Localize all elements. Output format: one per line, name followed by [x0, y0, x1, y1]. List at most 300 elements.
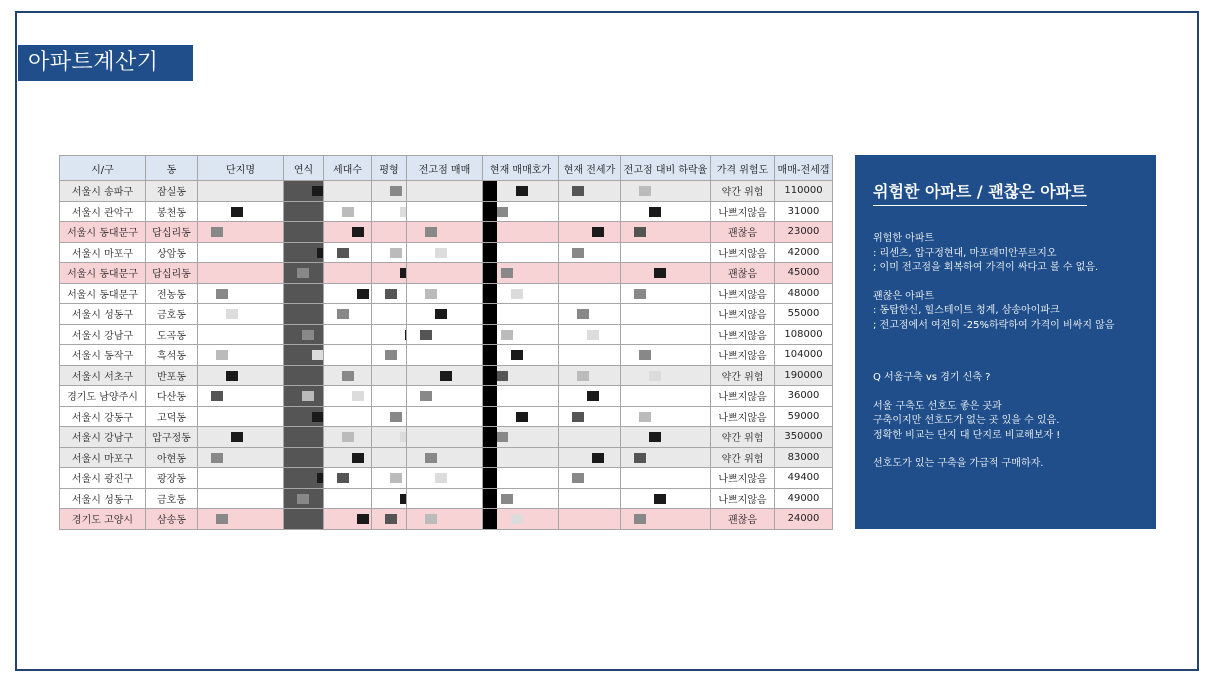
cell-redacted — [559, 222, 621, 243]
cell-redacted — [324, 222, 372, 243]
page-title: 아파트계산기 — [18, 45, 193, 81]
cell-redacted — [198, 406, 284, 427]
cell-redacted — [407, 406, 483, 427]
redaction-block — [226, 309, 238, 319]
redaction-block — [337, 248, 349, 258]
redaction-block — [634, 453, 646, 463]
cell-redacted — [483, 242, 559, 263]
answer-line-2: 구축이지만 선호도가 없는 곳 있을 수 있음. — [873, 415, 1060, 426]
redaction-block — [357, 514, 369, 524]
ok-reason: ; 전고점에서 여전히 -25%하락하여 가격이 비싸지 않음 — [873, 319, 1115, 331]
cell-redacted — [483, 509, 559, 530]
cell-redacted — [407, 468, 483, 489]
redaction-block — [572, 248, 584, 258]
cell-redacted — [621, 181, 711, 202]
cell-redacted — [559, 468, 621, 489]
cell-redacted — [407, 509, 483, 530]
redaction-block — [352, 391, 364, 401]
table-row — [60, 488, 833, 509]
redaction-block — [435, 309, 447, 319]
col-header-dong: 동 — [146, 156, 198, 181]
redaction-block — [231, 207, 243, 217]
cell-redacted — [372, 181, 407, 202]
cell-redacted — [621, 427, 711, 448]
cell-risk: 약간 위험 — [711, 447, 775, 468]
redaction-stripe — [483, 181, 497, 201]
col-header-city: 시/구 — [60, 156, 146, 181]
cell-redacted — [621, 406, 711, 427]
cell-gap: 83000 — [775, 447, 833, 468]
cell-redacted — [483, 222, 559, 243]
redaction-block — [496, 432, 508, 442]
cell-redacted — [621, 242, 711, 263]
cell-redacted — [559, 447, 621, 468]
redaction-block — [572, 473, 584, 483]
cell-dong: 압구정동 — [146, 427, 198, 448]
cell-redacted — [324, 283, 372, 304]
redaction-block — [297, 432, 309, 442]
cell-redacted — [372, 345, 407, 366]
table-row — [60, 427, 833, 448]
cell-redacted — [284, 406, 324, 427]
cell-gap: 48000 — [775, 283, 833, 304]
redaction-stripe — [483, 325, 497, 345]
cell-redacted — [284, 427, 324, 448]
cell-redacted — [284, 242, 324, 263]
redaction-stripe — [483, 243, 497, 263]
cell-risk: 나쁘지않음 — [711, 242, 775, 263]
cell-gap: 108000 — [775, 324, 833, 345]
redaction-stripe — [483, 222, 497, 242]
cell-redacted — [198, 345, 284, 366]
cell-redacted — [559, 324, 621, 345]
cell-redacted — [621, 365, 711, 386]
cell-redacted — [198, 283, 284, 304]
table-row — [60, 181, 833, 202]
cell-redacted — [621, 283, 711, 304]
cell-redacted — [407, 324, 483, 345]
table-row — [60, 406, 833, 427]
col-header-risk: 가격 위험도 — [711, 156, 775, 181]
cell-redacted — [372, 365, 407, 386]
redaction-stripe — [483, 468, 497, 488]
redaction-block — [211, 391, 223, 401]
redaction-block — [425, 227, 437, 237]
redaction-block — [312, 186, 324, 196]
dangerous-reason: ; 이미 전고점을 회복하여 가격이 싸다고 볼 수 없음. — [873, 262, 1099, 273]
cell-redacted — [372, 222, 407, 243]
cell-gap: 55000 — [775, 304, 833, 325]
dangerous-examples: : 리센츠, 압구정현대, 마포래미안푸르지오 — [873, 247, 1057, 259]
redaction-block — [592, 453, 604, 463]
col-header-current-ask: 현재 매매호가 — [483, 156, 559, 181]
redaction-block — [577, 371, 589, 381]
cell-redacted — [284, 263, 324, 284]
redaction-block — [312, 412, 324, 422]
summary-panel — [855, 155, 1156, 529]
cell-redacted — [284, 201, 324, 222]
cell-city: 경기도 고양시 — [60, 509, 146, 530]
redaction-block — [216, 289, 228, 299]
redaction-block — [501, 494, 513, 504]
cell-gap: 350000 — [775, 427, 833, 448]
table-row — [60, 242, 833, 263]
cell-dong: 잠실동 — [146, 181, 198, 202]
col-header-gap: 매매-전세갭 — [775, 156, 833, 181]
cell-redacted — [483, 488, 559, 509]
cell-risk: 괜찮음 — [711, 222, 775, 243]
cell-city: 서울시 강남구 — [60, 324, 146, 345]
redaction-block — [435, 473, 447, 483]
redaction-stripe — [483, 263, 497, 283]
cell-redacted — [198, 365, 284, 386]
cell-redacted — [324, 345, 372, 366]
redaction-block — [312, 350, 324, 360]
cell-redacted — [198, 201, 284, 222]
cell-redacted — [559, 488, 621, 509]
cell-redacted — [559, 304, 621, 325]
redaction-block — [649, 207, 661, 217]
cell-redacted — [372, 386, 407, 407]
cell-redacted — [407, 386, 483, 407]
cell-redacted — [407, 447, 483, 468]
cell-dong: 광장동 — [146, 468, 198, 489]
cell-redacted — [407, 222, 483, 243]
redaction-block — [654, 494, 666, 504]
cell-redacted — [483, 181, 559, 202]
cell-redacted — [284, 509, 324, 530]
cell-city: 서울시 강동구 — [60, 406, 146, 427]
cell-dong: 금호동 — [146, 488, 198, 509]
cell-city: 서울시 관악구 — [60, 201, 146, 222]
cell-city: 경기도 남양주시 — [60, 386, 146, 407]
cell-redacted — [324, 263, 372, 284]
redaction-stripe — [483, 509, 497, 529]
cell-dong: 답십리동 — [146, 222, 198, 243]
redaction-block — [649, 432, 661, 442]
cell-redacted — [198, 509, 284, 530]
cell-redacted — [198, 242, 284, 263]
redaction-block — [587, 330, 599, 340]
cell-redacted — [559, 365, 621, 386]
cell-redacted — [407, 427, 483, 448]
cell-redacted — [621, 304, 711, 325]
cell-redacted — [559, 345, 621, 366]
cell-risk: 나쁘지않음 — [711, 283, 775, 304]
cell-dong: 다산동 — [146, 386, 198, 407]
redaction-block — [516, 186, 528, 196]
table-row — [60, 201, 833, 222]
redaction-block — [577, 309, 589, 319]
redaction-block — [385, 514, 397, 524]
cell-risk: 약간 위험 — [711, 427, 775, 448]
cell-gap: 49400 — [775, 468, 833, 489]
redaction-block — [211, 227, 223, 237]
cell-redacted — [284, 222, 324, 243]
cell-gap: 49000 — [775, 488, 833, 509]
redaction-block — [231, 432, 243, 442]
cell-redacted — [621, 263, 711, 284]
redaction-block — [390, 412, 402, 422]
cell-redacted — [324, 242, 372, 263]
cell-redacted — [372, 509, 407, 530]
redaction-block — [297, 494, 309, 504]
cell-city: 서울시 동대문구 — [60, 222, 146, 243]
cell-dong: 상암동 — [146, 242, 198, 263]
cell-dong: 답십리동 — [146, 263, 198, 284]
cell-redacted — [621, 488, 711, 509]
cell-redacted — [324, 509, 372, 530]
cell-risk: 나쁘지않음 — [711, 201, 775, 222]
cell-redacted — [621, 222, 711, 243]
cell-redacted — [407, 488, 483, 509]
cell-redacted — [407, 201, 483, 222]
redaction-block — [425, 289, 437, 299]
apartment-table — [59, 155, 833, 530]
redaction-stripe — [483, 448, 497, 468]
cell-redacted — [407, 345, 483, 366]
question: Q 서울구축 vs 경기 신축 ? — [873, 372, 991, 383]
cell-gap: 24000 — [775, 509, 833, 530]
redaction-stripe — [483, 386, 497, 406]
cell-risk: 나쁘지않음 — [711, 304, 775, 325]
redaction-block — [297, 207, 309, 217]
cell-redacted — [483, 406, 559, 427]
redaction-stripe — [483, 366, 497, 386]
redaction-block — [352, 227, 364, 237]
cell-redacted — [483, 345, 559, 366]
cell-risk: 나쁘지않음 — [711, 468, 775, 489]
cell-gap: 190000 — [775, 365, 833, 386]
redaction-block — [572, 412, 584, 422]
cell-dong: 도곡동 — [146, 324, 198, 345]
cell-redacted — [372, 406, 407, 427]
cell-risk: 약간 위험 — [711, 181, 775, 202]
redaction-block — [211, 453, 223, 463]
cell-redacted — [372, 488, 407, 509]
cell-redacted — [198, 181, 284, 202]
cell-redacted — [324, 181, 372, 202]
redaction-block — [420, 391, 432, 401]
redaction-block — [511, 350, 523, 360]
cell-gap: 42000 — [775, 242, 833, 263]
redaction-stripe — [483, 407, 497, 427]
cell-redacted — [372, 468, 407, 489]
cell-risk: 약간 위험 — [711, 365, 775, 386]
cell-redacted — [372, 201, 407, 222]
cell-redacted — [621, 386, 711, 407]
col-header-drop-rate: 전고점 대비 하락율 — [621, 156, 711, 181]
answer-line-1: 서울 구축도 선호도 좋은 곳과 — [873, 400, 1002, 412]
cell-redacted — [198, 304, 284, 325]
cell-dong: 전농동 — [146, 283, 198, 304]
col-header-year: 연식 — [284, 156, 324, 181]
cell-dong: 고덕동 — [146, 406, 198, 427]
table-row — [60, 345, 833, 366]
cell-redacted — [372, 242, 407, 263]
cell-redacted — [621, 468, 711, 489]
redaction-block — [216, 514, 228, 524]
cell-city: 서울시 서초구 — [60, 365, 146, 386]
cell-redacted — [198, 263, 284, 284]
redaction-stripe — [483, 345, 497, 365]
col-header-complex: 단지명 — [198, 156, 284, 181]
cell-risk: 나쁘지않음 — [711, 488, 775, 509]
cell-risk: 나쁘지않음 — [711, 406, 775, 427]
redaction-block — [634, 289, 646, 299]
cell-redacted — [372, 427, 407, 448]
table-row — [60, 468, 833, 489]
cell-redacted — [483, 447, 559, 468]
redaction-block — [639, 350, 651, 360]
cell-redacted — [324, 468, 372, 489]
cell-redacted — [284, 365, 324, 386]
redaction-block — [634, 514, 646, 524]
cell-redacted — [284, 468, 324, 489]
redaction-block — [511, 514, 523, 524]
redaction-block — [440, 371, 452, 381]
table-row — [60, 304, 833, 325]
redaction-block — [302, 391, 314, 401]
cell-redacted — [198, 222, 284, 243]
redaction-stripe — [483, 304, 497, 324]
cell-dong: 금호동 — [146, 304, 198, 325]
cell-redacted — [372, 324, 407, 345]
redaction-block — [297, 268, 309, 278]
cell-redacted — [324, 447, 372, 468]
cell-dong: 반포동 — [146, 365, 198, 386]
cell-redacted — [324, 386, 372, 407]
cell-dong: 봉천동 — [146, 201, 198, 222]
col-header-households: 세대수 — [324, 156, 372, 181]
redaction-block — [390, 473, 402, 483]
cell-redacted — [372, 304, 407, 325]
cell-redacted — [284, 324, 324, 345]
cell-city: 서울시 광진구 — [60, 468, 146, 489]
cell-redacted — [284, 447, 324, 468]
cell-redacted — [198, 488, 284, 509]
redaction-block — [342, 207, 354, 217]
ok-examples: : 동탑한신, 힐스테이트 청계, 삼송아이파크 — [873, 305, 1060, 316]
dangerous-heading: 위험한 아파트 — [873, 233, 935, 244]
cell-redacted — [407, 283, 483, 304]
redaction-block — [425, 514, 437, 524]
redaction-block — [639, 412, 651, 422]
redaction-block — [496, 207, 508, 217]
cell-redacted — [559, 201, 621, 222]
cell-redacted — [559, 406, 621, 427]
redaction-block — [216, 350, 228, 360]
redaction-block — [649, 371, 661, 381]
redaction-block — [302, 330, 314, 340]
cell-redacted — [198, 447, 284, 468]
col-header-current-jeonse: 현재 전세가 — [559, 156, 621, 181]
cell-redacted — [284, 386, 324, 407]
cell-redacted — [324, 406, 372, 427]
cell-redacted — [284, 345, 324, 366]
cell-redacted — [284, 488, 324, 509]
cell-redacted — [198, 324, 284, 345]
cell-risk: 나쁘지않음 — [711, 345, 775, 366]
cell-dong: 흑석동 — [146, 345, 198, 366]
redaction-block — [352, 453, 364, 463]
redaction-block — [226, 371, 238, 381]
redaction-stripe — [483, 284, 497, 304]
cell-city: 서울시 동대문구 — [60, 283, 146, 304]
redaction-block — [435, 248, 447, 258]
redaction-block — [337, 473, 349, 483]
cell-redacted — [621, 345, 711, 366]
redaction-block — [634, 227, 646, 237]
redaction-block — [639, 186, 651, 196]
cell-redacted — [198, 427, 284, 448]
cell-gap: 110000 — [775, 181, 833, 202]
table-row — [60, 509, 833, 530]
cell-redacted — [372, 447, 407, 468]
cell-dong: 아현동 — [146, 447, 198, 468]
table-row — [60, 222, 833, 243]
redaction-block — [390, 248, 402, 258]
cell-city: 서울시 송파구 — [60, 181, 146, 202]
cell-redacted — [483, 386, 559, 407]
cell-city: 서울시 강남구 — [60, 427, 146, 448]
cell-dong: 삼송동 — [146, 509, 198, 530]
cell-redacted — [284, 304, 324, 325]
cell-redacted — [324, 201, 372, 222]
cell-city: 서울시 마포구 — [60, 242, 146, 263]
cell-redacted — [559, 509, 621, 530]
table-row — [60, 447, 833, 468]
cell-redacted — [559, 181, 621, 202]
redaction-stripe — [483, 202, 497, 222]
cell-redacted — [559, 283, 621, 304]
cell-redacted — [324, 365, 372, 386]
redaction-block — [385, 289, 397, 299]
cell-gap: 59000 — [775, 406, 833, 427]
redaction-block — [511, 289, 523, 299]
cell-redacted — [324, 488, 372, 509]
redaction-block — [572, 186, 584, 196]
redaction-block — [342, 371, 354, 381]
redaction-block — [357, 289, 369, 299]
cell-redacted — [284, 181, 324, 202]
cell-redacted — [284, 283, 324, 304]
table-row — [60, 283, 833, 304]
redaction-block — [390, 186, 402, 196]
cell-gap: 31000 — [775, 201, 833, 222]
cell-redacted — [372, 283, 407, 304]
cell-redacted — [621, 201, 711, 222]
redaction-block — [501, 268, 513, 278]
col-header-size: 평형 — [372, 156, 407, 181]
cell-risk: 괜찮음 — [711, 509, 775, 530]
cell-redacted — [483, 263, 559, 284]
redaction-block — [501, 330, 513, 340]
cell-redacted — [483, 304, 559, 325]
cell-city: 서울시 동대문구 — [60, 263, 146, 284]
cell-redacted — [324, 427, 372, 448]
cell-city: 서울시 동작구 — [60, 345, 146, 366]
cell-redacted — [483, 365, 559, 386]
col-header-peak-price: 전고점 매매 — [407, 156, 483, 181]
redaction-block — [425, 453, 437, 463]
cell-redacted — [407, 304, 483, 325]
cell-redacted — [559, 242, 621, 263]
cell-risk: 나쁘지않음 — [711, 324, 775, 345]
cell-gap: 36000 — [775, 386, 833, 407]
cell-redacted — [621, 447, 711, 468]
table-row — [60, 263, 833, 284]
